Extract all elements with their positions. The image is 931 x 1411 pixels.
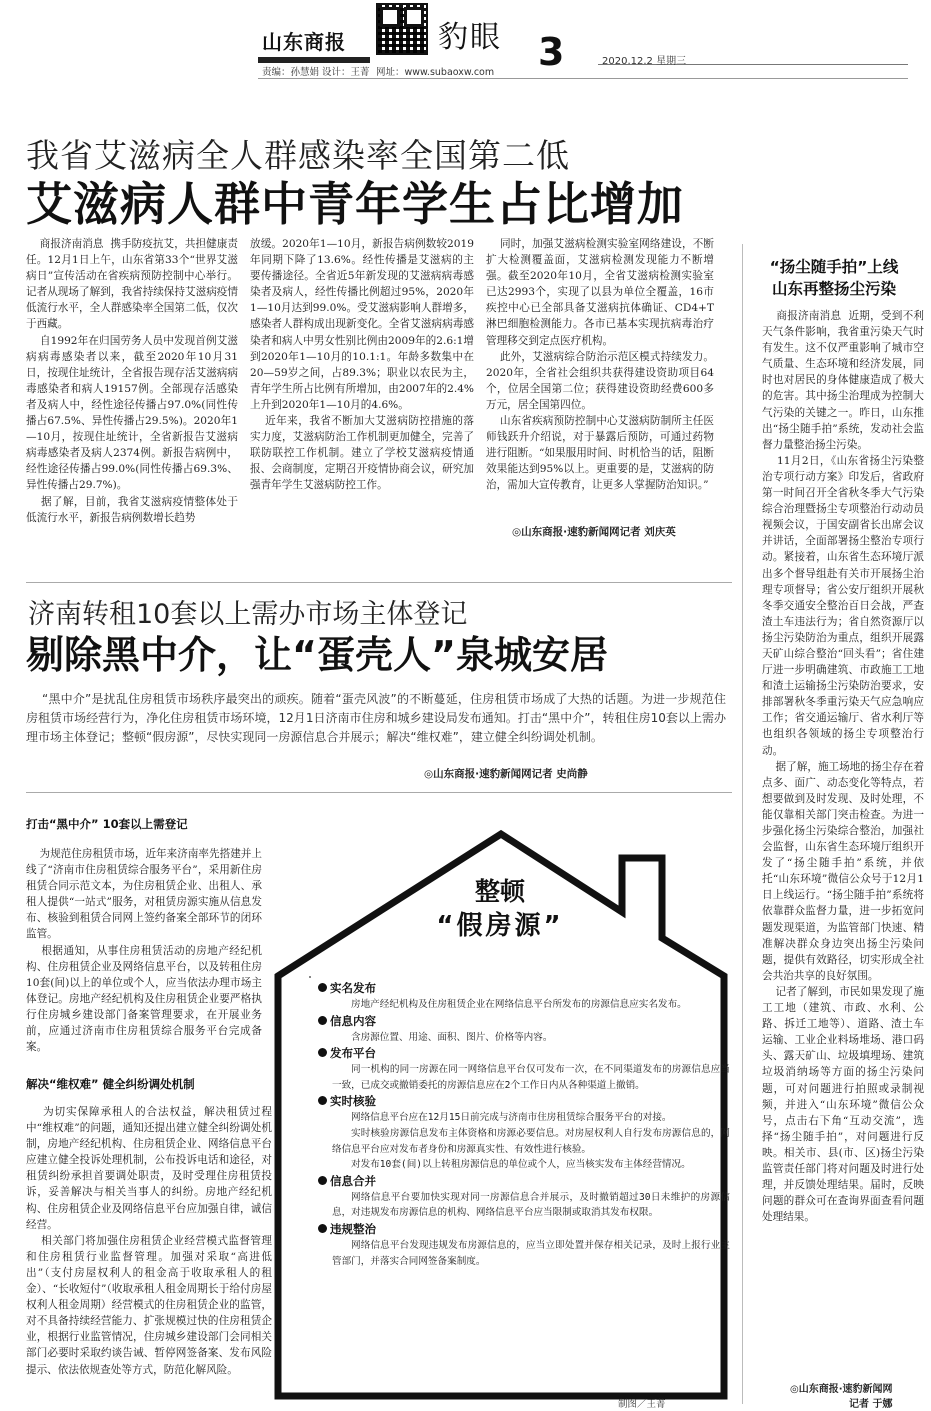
house-sections xyxy=(318,980,730,1269)
article2-lead-rule xyxy=(26,792,732,793)
house-section-text: 网络信息平台发现违规发布房源信息的，应当立即处置并保存相关记录，及时上报行业主管部门，并落实合同网签备案制度。 xyxy=(332,1239,730,1267)
article3-byline-line2: 记者 于娜 xyxy=(849,1399,893,1410)
editor-credits: 责编：孙慧娟 设计：王菁 xyxy=(262,67,370,78)
article2-subhead-2: 解决“维权难” 健全纠纷调处机制 xyxy=(26,1077,195,1091)
article2-lead: “黑中介”是扰乱住房租赁市场秩序最突出的顽疾。随着“蛋壳风波”的不断蔓延，住房租赁市场成了大热的话题。为进一步规范住房租赁市场经营行为，净化住房租赁市场环境，12月1日济南市住房和城乡建设局发布通知。打击“黑中介”，转租住房10套以上需办理市场主体登记；整顿“假房源”，尽快实现同一房源信息合并展示；解决“维权难”，建立健全纠纷调处机制。 xyxy=(26,692,727,744)
article1-headline: 艾滋病人群中青年学生占比增加 xyxy=(26,177,684,231)
house-section-text: 房地产经纪机构及住房租赁企业在网络信息平台所发布的房源信息应实名发布。 xyxy=(351,999,687,1010)
bullet-icon xyxy=(318,1096,327,1105)
house-section-text: 网络信息平台要加快实现对同一房源信息合并展示，及时撤销超过30日未维护的房源信息，对违规发布房源信息的机构、网络信息平台应当限制或取消其发布权限。 xyxy=(332,1191,730,1219)
article2-section-1: 为规范住房租赁市场，近年来济南率先搭建并上线了“济南市住房租赁综合服务平台”，采用新住房租赁合同示范文本，为住房租赁企业、出租人、承租人提供“一站式”服务，对租赁房源实施从信息发布、核验到租赁合同网上签约备案全部环节的闭环监管。 根据通知，从事住房租赁活动的房地产经纪机构、住房租赁企业及网络信息平台，以及转租住房10套(间)以上的单位或个人，应当依法办理市场主体登记。房地产经纪机构及住房租赁企业要严格执行住房城乡建设部门备案管理要求，在开展业务前，应通过济南市住房租赁综合服务平台完成备案。 xyxy=(26,848,262,1054)
house-section-title: 实名发布 xyxy=(330,981,376,995)
house-section-heading xyxy=(318,1045,730,1062)
house-title-2: “假房源” xyxy=(436,911,564,941)
article3-byline-line1: ◎山东商报·速豹新闻网 xyxy=(790,1384,893,1395)
section-name: 豹眼 xyxy=(438,20,502,55)
article2-section-2: 为切实保障承租人的合法权益，解决租赁过程中“维权难”的问题，通知还提出建立健全纠纷调处机制，房地产经纪机构、住房租赁企业、网络信息平台应建立健全投诉处理机制，公布投诉电话和途径，对租赁纠纷承担首要调处职责，及时受理住房租赁投诉，妥善解决与相关当事人的纠纷。房地产经纪机构、住房租赁企业及网络信息平台应加强自律，诚信经营。 相关部门将加强住房租赁企业经营模式监督管理和住房租赁行业监督管理。加强对采取“高进低出”（支付房屋权利人的租金高于收取承租人的租金）、“长收短付”（收取承租人租金周期长于给付房屋权利人租金周期）经营模式的住房租赁企业的监管，对不具备持续经营能力、扩张规模过快的住房租赁企业，根据行业监管情况，住房城乡建设部门会同相关部门必要时采取约谈告诫、暂停网签备案、发布风险提示、依法依规查处等方式，防范化解风险。 xyxy=(26,1106,272,1376)
bullet-icon xyxy=(318,1048,327,1057)
article1-column-1: 商报济南消息 携手防疫抗艾，共担健康责任。12月1日上午，山东省第33个“世界艾滋病日”宣传活动在省疾病预防控制中心举行。记者从现场了解到，我省持续保持艾滋病疫情低流行水平，全人群感染率全国第二低，仅次于西藏。 自1992年在归国劳务人员中发现首例艾滋病病毒感染者以来，截至2020年10月31日，按现住址统计，全省报告现存活艾滋病病毒感染者和病人19157例。全部现存活感染者及病人中，经性途径传播占97.0%(同性传播占67.5%、异性传播占29.5%)。2020年1—10月，按现住址统计，全省新报告艾滋病病毒感染者及病人2374例。新报告病例中，经性途径传播占99.0%(同性传播占69.3%、异性传播占29.7%)。 据了解，目前，我省艾滋病疫情整体处于低流行水平，新报告病例数增长趋势 xyxy=(26,238,238,524)
bullet-icon xyxy=(318,1224,327,1233)
bullet-icon xyxy=(318,1176,327,1185)
house-section-text: 对发布10套(间)以上转租房源信息的单位或个人，应当核实发布主体经营情况。 xyxy=(351,1159,691,1171)
article2-subhead-1: 打击“黑中介” 10套以上需登记 xyxy=(26,817,188,831)
article3-headline-line1: “扬尘随手拍”上线 xyxy=(769,258,899,276)
bullet-icon xyxy=(318,983,327,992)
graphic-credit: 制图／王菁 xyxy=(618,1399,666,1410)
house-section-heading xyxy=(318,1221,730,1238)
house-section-heading xyxy=(318,1093,730,1110)
article3-body: 商报济南消息 近期，受到不利天气条件影响，我省重污染天气时有发生。这不仅严重影响了城市空气质量、生态环境和经济发展，同时也对居民的身体健康造成了极大的危害。其中扬尘治理成为控制大气污染的关键之一。昨日，山东推出“扬尘随手拍”系统，发动社会监督力量整治扬尘污染。 11月2日，《山东省扬尘污染整治专项行动方案》印发后，省政府第一时间召开全省秋冬季大气污染综合治理暨扬尘专项整治行动动员视频会议，于国安副省长出席会议并讲话，全面部署扬尘整治专项行动。紧接着，山东省生态环境厅派出多个督导组赴有关市开展扬尘治理专项督导；省公安厅组织开展秋冬季交通安全整治百日会战，严查渣土车违法行为；省自然资源厅以扬尘污染防治为重点，组织开展露天矿山综合整治“回头看”；省住建厅进一步明确建筑、市政施工工地和渣土运输扬尘污染防治要求，安排部署秋冬季重污染天气应急响应工作；省交通运输厅、省水利厅等也组织各领域的扬尘专项整治行动。 据了解，施工场地的扬尘存在着点多、面广、动态变化等特点，若想要做到及时发现、及时处理，不能仅靠相关部门突击检查。为进一步强化扬尘污染综合整治，加强社会监督，山东省生态环境厅组织开发了“扬尘随手拍”系统，并依托“山东环境”微信公众号于12月1日上线运行。“扬尘随手拍”系统将依靠群众监督力量，进一步拓宽问题发现渠道，为监管部门快速、精准解决群众身边突出扬尘污染问题，提供有效路径，切实形成全社会共治共享的良好氛围。 记者了解到，市民如果发现了施工工地（建筑、市政、水利、公路、拆迁工地等）、道路、渣土车运输、工业企业料场堆场、港口码头、露天矿山、垃圾填埋场、建筑垃圾消纳场等方面的扬尘污染问题，可对问题进行拍照或录制视频，并进入“山东环境”微信公众号，点击右下角“互动交流”，选择“扬尘随手拍”，对问题进行反映。相关市、县(市、区)扬尘污染监管责任部门将对问题及时进行处理，并反馈处理结果。届时，反映问题的群众可在查询界面查看问题处理结果。 xyxy=(762,310,924,1224)
house-section-title: 信息内容 xyxy=(330,1013,376,1028)
issue-date: 2020.12.2 星期三 xyxy=(602,56,687,67)
article2-kicker: 济南转租10套以上需办市场主体登记 xyxy=(28,599,468,630)
page-number: 3 xyxy=(538,30,565,74)
paper-logo: 山东商报 xyxy=(262,30,346,54)
website-link[interactable]: 网址：www.subaoxw.com xyxy=(376,67,495,78)
house-section-title: 发布平台 xyxy=(330,1046,376,1061)
house-section-heading xyxy=(318,980,730,997)
sidebar-divider xyxy=(742,244,743,1404)
house-section-heading xyxy=(318,1173,730,1190)
article3-headline xyxy=(745,256,923,300)
house-section-heading xyxy=(318,1013,730,1030)
house-section-text: 含房源位置、用途、面积、图片、价格等内容。 xyxy=(351,1031,553,1043)
house-section-text: 同一机构的同一房源在同一网络信息平台仅可发布一次，在不同渠道发布的房源信息应当一致，已成交或撤销委托的房源信息应在2个工作日内从各种渠道上撤销。 xyxy=(332,1064,730,1091)
article1-column-3: 同时，加强艾滋病检测实验室网络建设，不断扩大检测覆盖面，艾滋病检测发现能力不断增强。截至2020年10月，全省艾滋病检测实验室已达2993个，实现了以县为单位全覆盖，16市疾控中心已全部具备艾滋病抗体确证、CD4+T淋巴细胞检测能力。各市已基本实现抗病毒治疗管理移交到定点医疗机构。 此外，艾滋病综合防治示范区模式持续发力。2020年，全省社会组织共获得建设资助项目64个，位居全国第二位；获得建设资助经费600多万元，居全国第四位。 山东省疾病预防控制中心艾滋病防制所主任医师钱跃升介绍说，对于暴露后预防，可通过药物进行阻断。“如果服用时间、时机恰当的话，阻断效果能达到95%以上。更重要的是，艾滋病的防治，需加大宣传教育，让更多人掌握防治知识。” xyxy=(486,238,714,492)
masthead-divider xyxy=(258,78,908,79)
article1-kicker: 我省艾滋病全人群感染率全国第二低 xyxy=(26,136,570,175)
article2-byline: ◎山东商报·速豹新闻网记者 史尚静 xyxy=(424,768,588,780)
article3-byline xyxy=(790,1380,893,1410)
article2-headline: 剔除黑中介，让“蛋壳人”泉城安居 xyxy=(26,633,608,677)
house-section-title: 违规整治 xyxy=(330,1221,376,1236)
house-section-title: 信息合并 xyxy=(330,1173,376,1188)
article1-column-2: 放缓。2020年1—10月，新报告病例数较2019年同期下降了13.6%。经性传播是艾滋病的主要传播途径。全省近5年新发现的艾滋病病毒感染者及病人，经性传播比例超过95%，2020年1—10月达到99.0%。受艾滋病影响人群增多，感染者人群构成出现新变化。全省艾滋病病毒感染者和病人中男女性别比例由2009年的2.6:1增到2020年1—10月的10.1:1。年龄多数集中在20—59岁之间，占89.3%；职业以农民为主，青年学生所占比例有所增加，由2007年的2.4%上升到2020年1—10月的4.6%。 近年来，我省不断加大艾滋病防控措施的落实力度，艾滋病防治工作机制更加健全，完善了联防联控工作机制。建立了学校艾滋病疫情通报、会商制度，定期召开疫情协商会议，研究加强青年学生艾滋病防控工作。 xyxy=(250,238,474,492)
house-section-text: 实时核验房源信息发布主体资格和房源必要信息。对房屋权利人自行发布房源信息的，网络信息平台应对发布者身份和房源真实性、有效性进行核验。 xyxy=(332,1127,730,1155)
article1-byline: ◎山东商报·速豹新闻网记者 刘庆英 xyxy=(512,526,676,538)
bullet-icon xyxy=(318,1016,327,1025)
article3-headline-line2: 山东再整扬尘污染 xyxy=(771,280,896,298)
house-section-text: 网络信息平台应在12月15日前完成与济南市住房租赁综合服务平台的对接。 xyxy=(351,1112,672,1124)
article2-top-rule xyxy=(26,582,732,583)
masthead-bar xyxy=(258,57,370,63)
house-section-title: 实时核验 xyxy=(330,1094,376,1109)
house-title-1: 整顿 xyxy=(474,877,525,906)
qr-code-icon xyxy=(376,3,428,55)
